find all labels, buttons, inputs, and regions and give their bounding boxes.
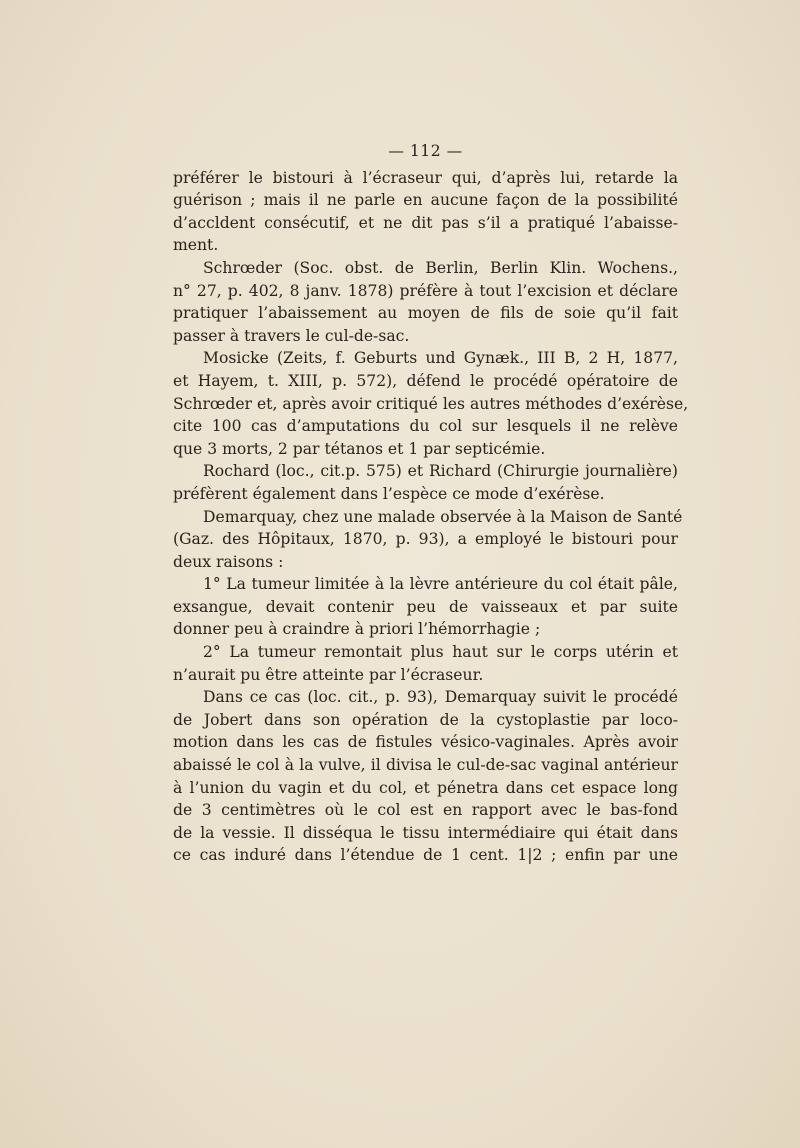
body-text [173,140,689,867]
text-line: cite 100 cas d’amputations du col sur lesquels il ne relève [173,417,678,436]
text-line: ce cas induré dans l’étendue de 1 cent. 1|2 ; enfin par une [173,846,678,865]
text-line: 1° La tumeur limitée à la lèvre antérieure du col était pâle, [203,575,678,594]
text-line: de 3 centimètres où le col est en rapport avec le bas-fond [173,801,678,820]
text-line: n’aurait pu être atteinte par l’écraseur. [173,665,484,684]
text-line: et Hayem, t. XIII, p. 572), défend le procédé opératoire de [173,371,678,390]
text-line: passer à travers le cul-de-sac. [173,326,410,345]
text-line: 2° La tumeur remontait plus haut sur le corps utérin et [203,643,678,662]
text-line: à l’union du vagin et du col, et pénetra dans cet espace long [173,778,678,797]
text-line: Mosicke (Zeits, f. Geburts und Gynæk., III B, 2 H, 1877, [203,349,678,368]
text-line: Dans ce cas (loc. cit., p. 93), Demarquay suivit le procédé [203,688,678,707]
text-line: Schrœder et, après avoir critiqué les autres méthodes d’exérèse, [173,394,689,413]
text-line: n° 27, p. 402, 8 janv. 1878) préfère à tout l’excision et déclare [173,281,678,300]
text-line: guérison ; mais il ne parle en aucune façon de la possibilité [173,191,678,210]
text-line: préférer le bistouri à l’écraseur qui, d’après lui, retarde la [173,168,678,187]
text-line: donner peu à craindre à priori l’hémorrhagie ; [173,620,541,639]
text-line: (Gaz. des Hôpitaux, 1870, p. 93), a employé le bistouri pour [173,530,678,549]
text-lines [173,167,689,867]
text-line: d’accldent consécutif, et ne dit pas s’il a pratiqué l’abaisse- [173,213,678,232]
text-line: que 3 morts, 2 par tétanos et 1 par septicémie. [173,439,546,458]
text-line: de la vessie. Il disséqua le tissu intermédiaire qui était dans [173,823,678,842]
text-line: ment. [173,236,219,255]
text-line: abaissé le col à la vulve, il divisa le cul-de-sac vaginal antérieur [173,756,678,775]
text-line: exsangue, devait contenir peu de vaisseaux et par suite [173,597,678,616]
text-line: motion dans les cas de fistules vésico-vaginales. Après avoir [173,733,678,752]
text-line: deux raisons : [173,552,284,571]
text-line: Rochard (loc., cit.p. 575) et Richard (Chirurgie journalière) [203,462,678,481]
text-line: préfèrent également dans l’espèce ce mode d’exérèse. [173,484,605,503]
text-line: Demarquay, chez une malade observée à la Maison de Santé [203,507,683,526]
page-number: — 112 — [388,142,463,160]
text-line: de Jobert dans son opération de la cystoplastie par loco- [173,710,678,729]
text-line: Schrœder (Soc. obst. de Berlin, Berlin Klin. Wochens., [203,258,678,277]
text-line: pratiquer l’abaissement au moyen de fils de soie qu’il fait [173,304,678,323]
